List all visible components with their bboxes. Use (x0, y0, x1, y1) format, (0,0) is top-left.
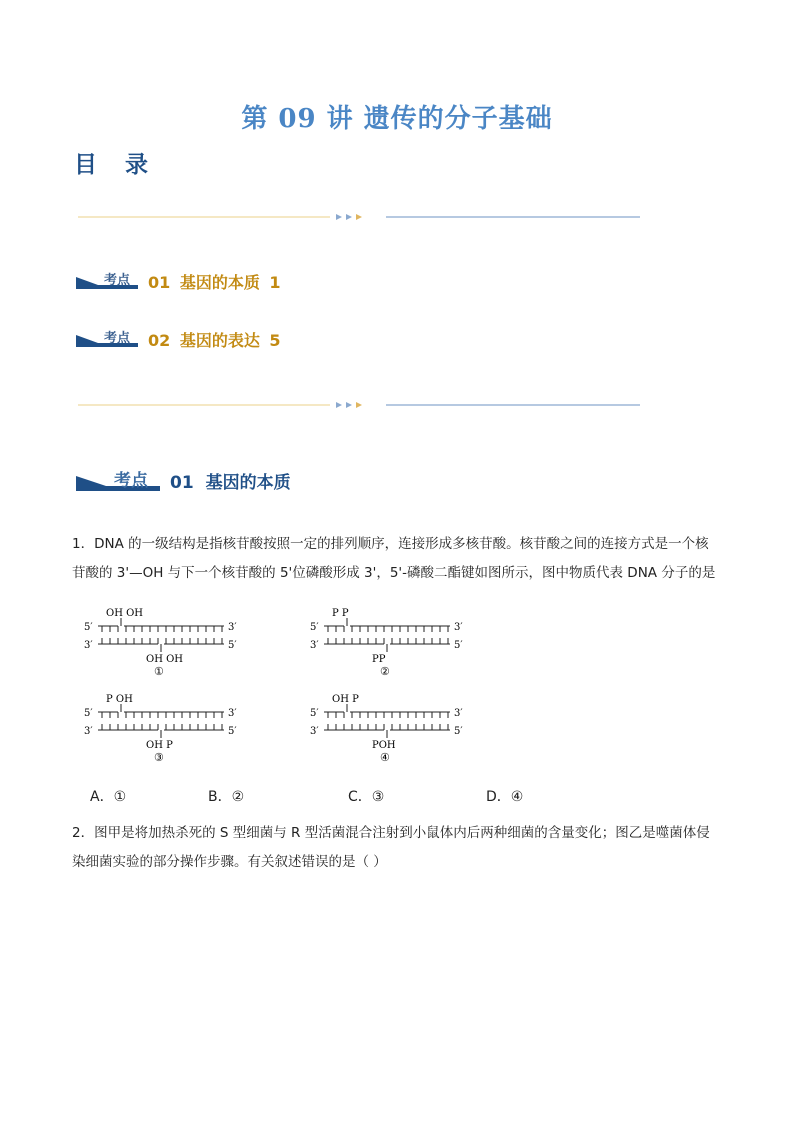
panel-number: ① (154, 665, 164, 678)
page-title: 第 09 讲 遗传的分子基础 (241, 104, 553, 134)
panel-number: ④ (380, 751, 390, 764)
strand-end-label: 5′ (454, 726, 463, 737)
strand-end-label: 5′ (84, 622, 93, 633)
option-b[interactable]: B．② (208, 789, 245, 805)
section-title: 01 基因的本质 (170, 472, 291, 493)
strand-end-label: 5′ (310, 622, 319, 633)
strand-end-label: 5′ (84, 708, 93, 719)
dna-structure-figure (84, 604, 484, 772)
strand-end-label: 3′ (84, 726, 93, 737)
section-badge: 考点 (76, 468, 160, 492)
top-group-label: OH OH (106, 608, 144, 619)
toc-item-label: 01 基因的本质 1 (148, 272, 281, 292)
divider-bottom (78, 400, 640, 410)
top-group-label: P P (332, 608, 349, 619)
option-d[interactable]: D．④ (486, 789, 524, 805)
question-1-text: 1．DNA 的一级结构是指核苷酸按照一定的排列顺序，连接形成多核苷酸。核苷酸之间的连接方式是一个核苷酸的 3'—OH 与下一个核苷酸的 5'位磷酸形成 3'，5'-磷酸二酯键如图所示，图中物质代表 DNA 分子的是 (72, 536, 716, 581)
top-group-label: P OH (106, 694, 133, 705)
bottom-group-label: PP (372, 654, 386, 665)
divider-top (78, 212, 640, 222)
toc-item-1[interactable] (76, 270, 281, 292)
toc-item-label: 02 基因的表达 5 (148, 330, 281, 350)
strand-end-label: 3′ (454, 622, 463, 633)
strand-end-label: 5′ (454, 640, 463, 651)
panel-number: ② (380, 665, 390, 678)
toc-heading: 目 录 (74, 152, 159, 178)
bottom-group-label: OH P (146, 740, 173, 751)
toc-item-2[interactable] (76, 328, 281, 350)
option-a[interactable]: A．① (90, 789, 127, 805)
strand-end-label: 3′ (84, 640, 93, 651)
toc-badge: 考点 (76, 272, 138, 290)
strand-end-label: 5′ (310, 708, 319, 719)
strand-end-label: 3′ (228, 708, 237, 719)
toc-badge: 考点 (76, 330, 138, 348)
strand-end-label: 3′ (454, 708, 463, 719)
strand-end-label: 3′ (310, 640, 319, 651)
panel-number: ③ (154, 751, 164, 764)
section-heading (76, 467, 291, 493)
strand-end-label: 5′ (228, 726, 237, 737)
question-1-options (90, 786, 690, 810)
strand-end-label: 3′ (310, 726, 319, 737)
bottom-group-label: POH (372, 740, 396, 751)
strand-end-label: 5′ (228, 640, 237, 651)
question-2-text: 2．图甲是将加热杀死的 S 型细菌与 R 型活菌混合注射到小鼠体内后两种细菌的含量变化；图乙是噬菌体侵染细菌实验的部分操作步骤。有关叙述错误的是（ ） (72, 825, 710, 870)
bottom-group-label: OH OH (146, 654, 184, 665)
top-group-label: OH P (332, 694, 359, 705)
strand-end-label: 3′ (228, 622, 237, 633)
option-c[interactable]: C．③ (348, 789, 385, 805)
